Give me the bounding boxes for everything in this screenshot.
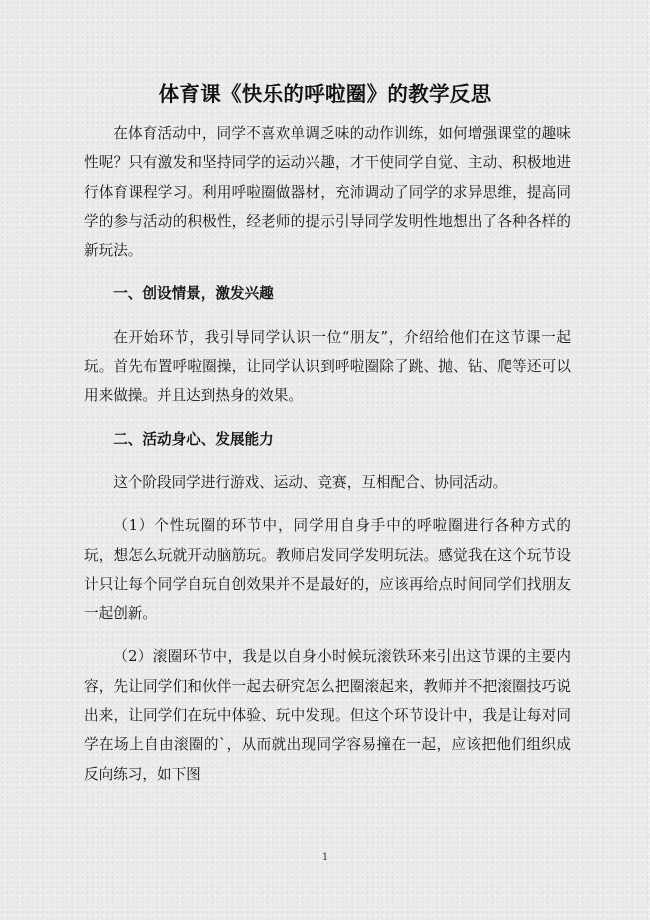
section-2-heading: 二、活动身心、发展能力 [113,430,274,448]
intro-paragraph: 在体育活动中，同学不喜欢单调乏味的动作训练，如何增强课堂的趣味性呢？只有激发和坚持同学的运动兴趣，才干使同学自觉、主动、积极地进行体育课程学习。利用呼啦圈做器材，充沛调动了同学的求异思维，提高同学的参与活动的积极性，经老师的提示引导同学发明性地想出了各种各样的新玩法。 [84,125,571,260]
section-2-item-2-paragraph: （2）滚圈环节中，我是以自身小时候玩滚铁环来引出这节课的主要内容，先让同学们和伙伴一起去研究怎么把圈滚起来，教师并不把滚圈技巧说出来，让同学们在玩中体验、玩中发现。但这个环节设计中，我是让每对同学在场上自由滚圈的`，从而就出现同学容易撞在一起，应该把他们组织成反向练习，如下图 [84,648,571,783]
section-1-heading: 一、创设情景，激发兴趣 [113,285,274,303]
section-1-paragraph: 在开始环节，我引导同学认识一位“朋友”，介绍给他们在这节课一起玩。首先布置呼啦圈操，让同学认识到呼啦圈除了跳、抛、钻、爬等还可以用来做操。并且达到热身的效果。 [84,328,571,405]
section-2-intro-paragraph: 这个阶段同学进行游戏、运动、竞赛，互相配合、协同活动。 [113,473,508,491]
document-body [84,119,571,789]
page-number: 1 [321,852,329,863]
document-title: 体育课《快乐的呼啦圈》的教学反思 [158,82,492,106]
section-2-item-1-paragraph: （1）个性玩圈的环节中，同学用自身手中的呼啦圈进行各种方式的玩，想怎么玩就开动脑筋玩。教师启发同学发明玩法。感觉我在这个玩节设计只让每个同学自玩自创效果并不是最好的，应该再给点时间同学们找朋友一起创新。 [84,517,571,623]
